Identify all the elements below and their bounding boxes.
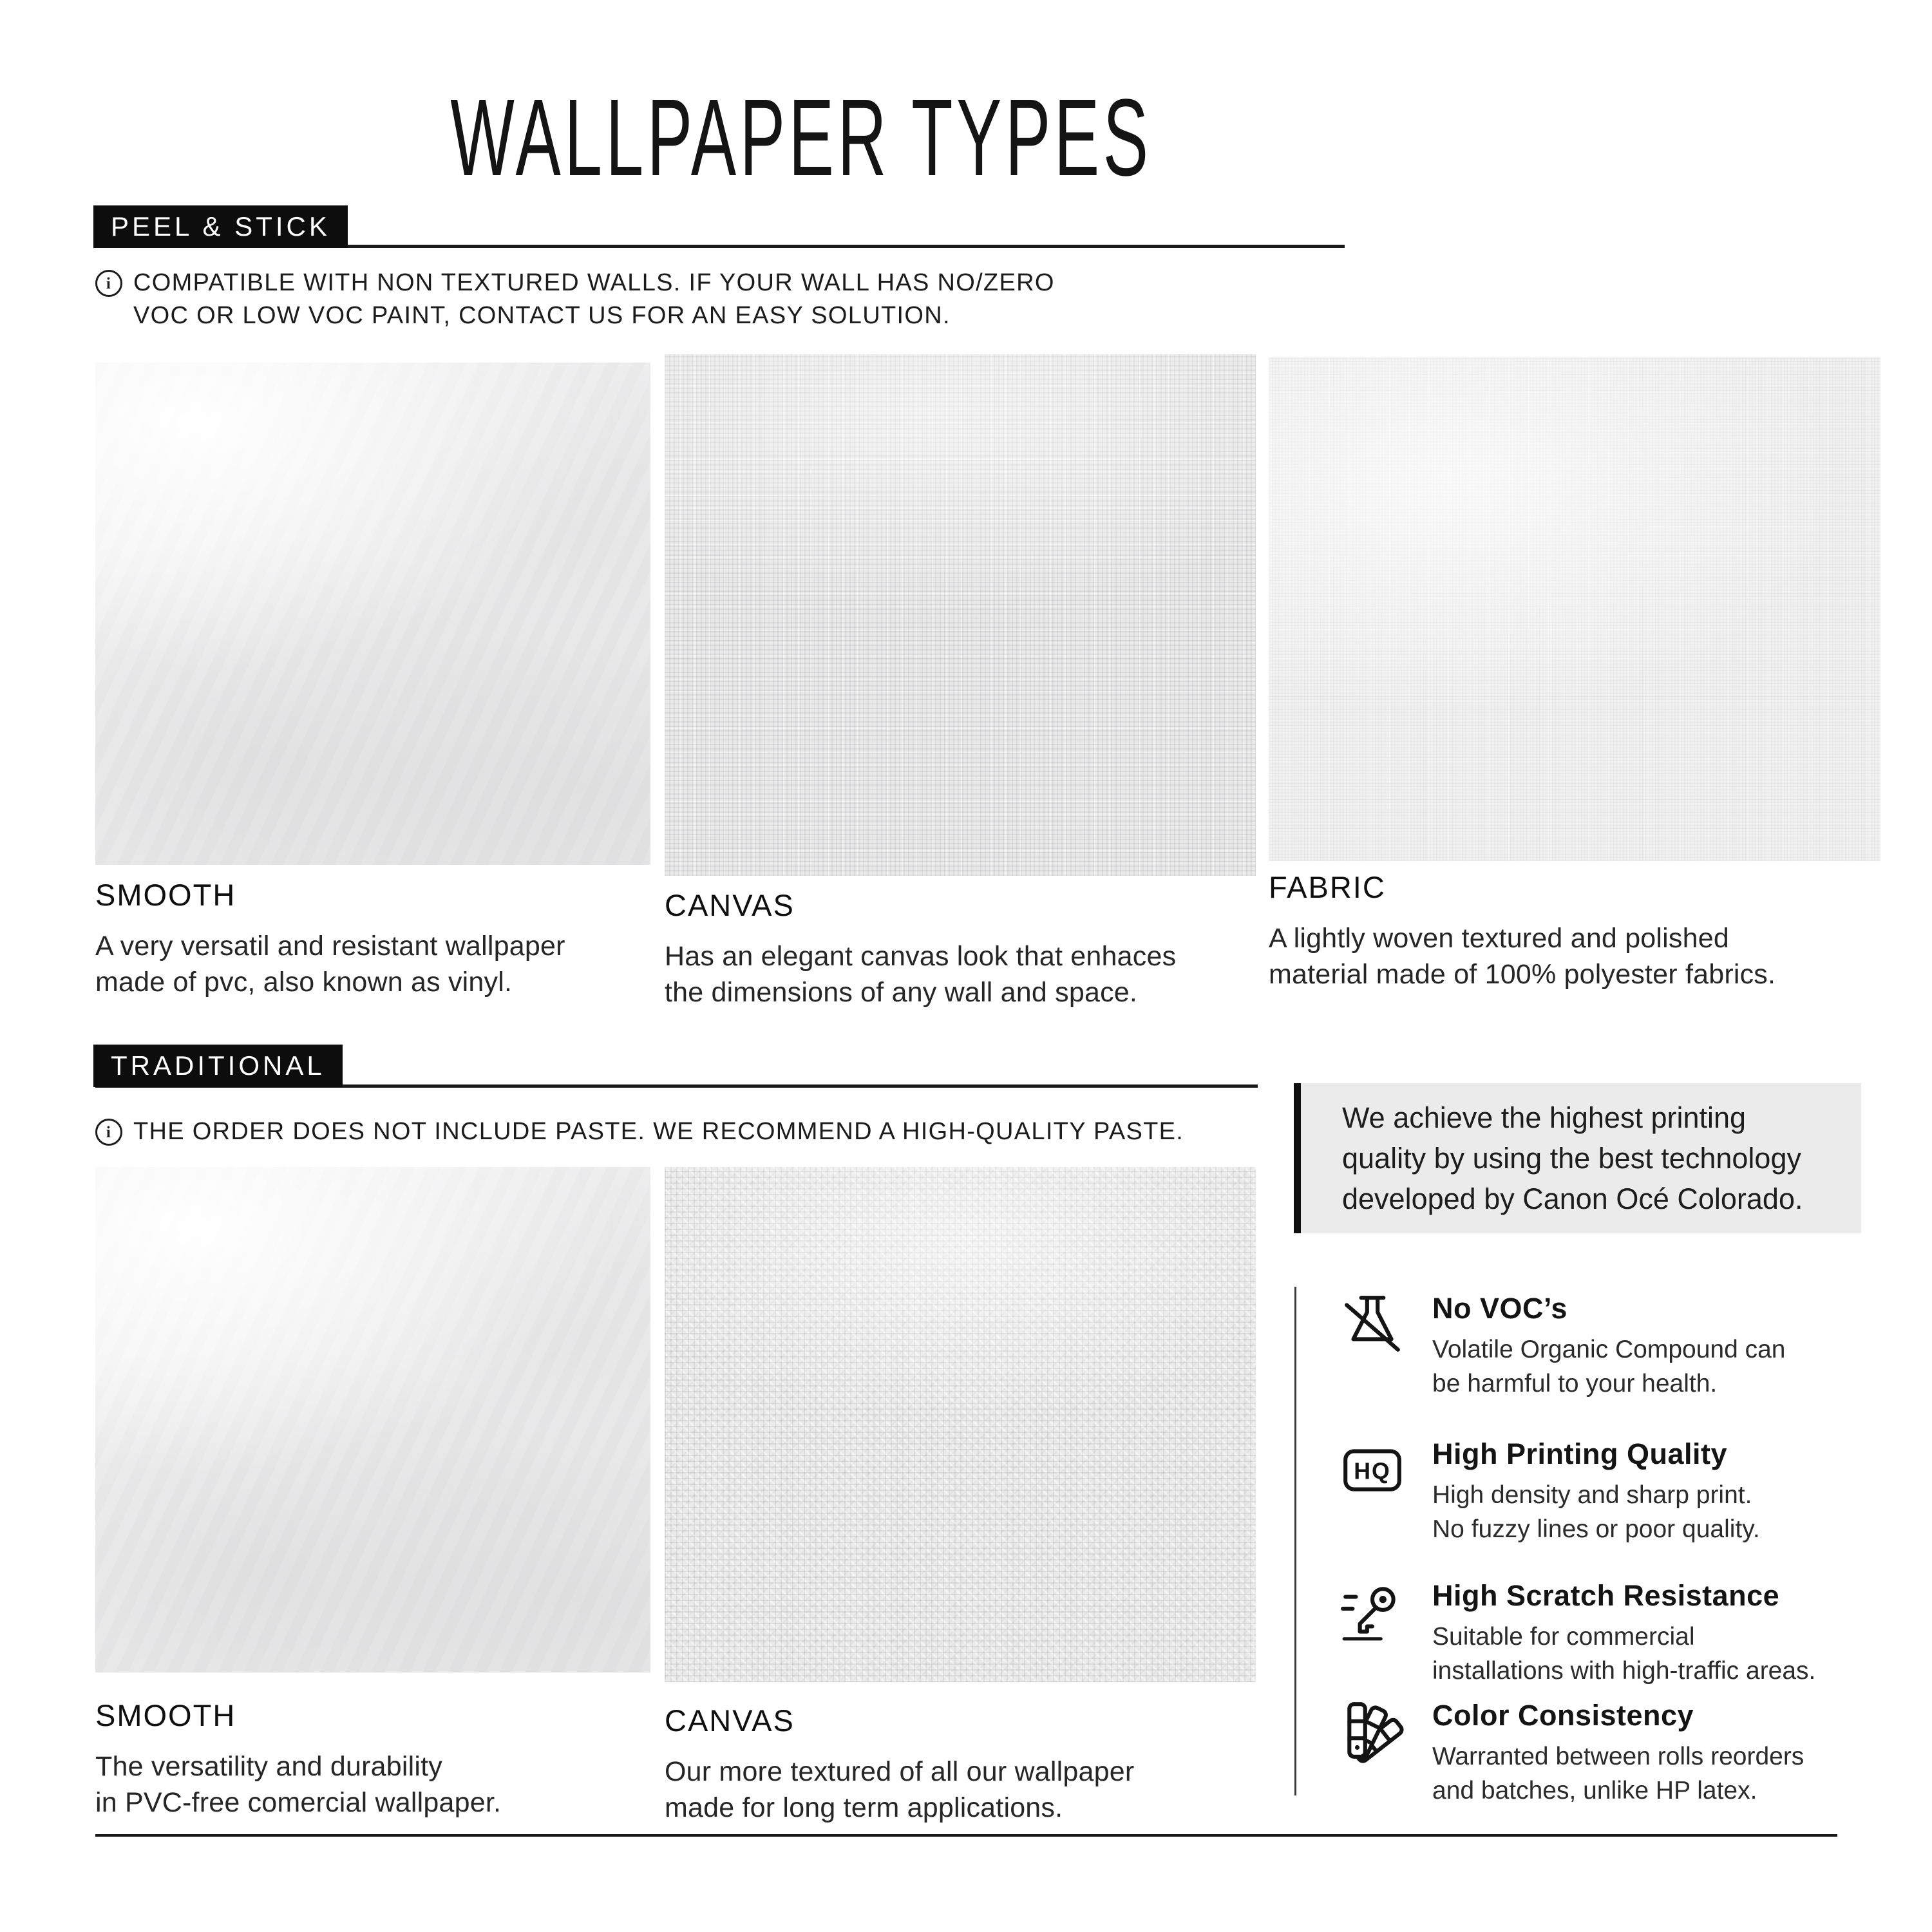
- swatch-description: [95, 1748, 650, 1821]
- quality-panel-line: We achieve the highest printing: [1342, 1101, 1747, 1134]
- swatch-caption-peel-canvas: [665, 887, 1256, 1010]
- swatch-description-line: A lightly woven textured and polished: [1269, 923, 1729, 954]
- footer-divider: [95, 1834, 1837, 1837]
- feature-description-line: No fuzzy lines or poor quality.: [1432, 1515, 1760, 1543]
- traditional-note-text: [133, 1115, 1184, 1148]
- traditional-note: [95, 1115, 1222, 1148]
- swatch-image-peel-canvas: [665, 354, 1256, 876]
- feature-title: High Scratch Resistance: [1432, 1579, 1780, 1612]
- feature-title: High Printing Quality: [1432, 1437, 1727, 1470]
- quality-panel-line: developed by Canon Océ Colorado.: [1342, 1182, 1803, 1215]
- quality-panel: [1301, 1083, 1861, 1233]
- swatch-title: SMOOTH: [95, 1698, 236, 1732]
- swatch-title: CANVAS: [665, 1703, 795, 1738]
- feature-description-line: Volatile Organic Compound can: [1432, 1336, 1786, 1363]
- feature-row-high-printing-quality: [1340, 1437, 1906, 1546]
- feature-description-line: Suitable for commercial: [1432, 1623, 1695, 1651]
- swatch-image-traditional-canvas: [665, 1167, 1256, 1682]
- swatch-title: FABRIC: [1269, 870, 1386, 904]
- note-line: VOC OR LOW VOC PAINT, CONTACT US FOR AN EASY SOLUTION.: [133, 302, 951, 329]
- section-label-peel-stick: PEEL & STICK: [93, 205, 348, 248]
- quality-panel-text: [1301, 1097, 1803, 1219]
- swatch-description: [95, 928, 650, 1000]
- swatch-caption-peel-fabric: [1269, 869, 1880, 992]
- note-line: COMPATIBLE WITH NON TEXTURED WALLS. IF YOUR WALL HAS NO/ZERO: [133, 269, 1055, 296]
- page-title: WALLPAPER TYPES: [450, 77, 1152, 199]
- feature-title: No VOC’s: [1432, 1292, 1567, 1325]
- swatch-description-line: A very versatil and resistant wallpaper: [95, 931, 565, 961]
- swatch-image-peel-fabric: [1269, 357, 1880, 861]
- key-icon: [1340, 1579, 1405, 1645]
- info-icon-glyph: i: [106, 274, 112, 292]
- swatch-description-line: made for long term applications.: [665, 1792, 1063, 1823]
- swatch-description: [665, 938, 1256, 1010]
- swatch-description-line: the dimensions of any wall and space.: [665, 977, 1138, 1008]
- info-icon-glyph: i: [106, 1123, 112, 1141]
- feature-description-line: Warranted between rolls reorders: [1432, 1743, 1804, 1770]
- features-divider-line: [1294, 1287, 1296, 1795]
- feature-description-line: installations with high-traffic areas.: [1432, 1657, 1816, 1685]
- feature-title: Color Consistency: [1432, 1699, 1694, 1732]
- feature-description: [1432, 1478, 1760, 1546]
- hq-badge-text: HQ: [1354, 1458, 1391, 1484]
- swatch-description-line: made of pvc, also known as vinyl.: [95, 967, 513, 998]
- swatch-description-line: material made of 100% polyester fabrics.: [1269, 959, 1776, 990]
- info-icon: [95, 1119, 122, 1146]
- swatch-description: [1269, 920, 1880, 992]
- swatch-image-traditional-smooth: [95, 1167, 650, 1672]
- feature-body: [1432, 1437, 1760, 1546]
- info-icon: [95, 270, 122, 297]
- feature-description: [1432, 1620, 1815, 1688]
- swatch-description-line: in PVC-free comercial wallpaper.: [95, 1787, 502, 1818]
- swatch-description-line: The versatility and durability: [95, 1751, 442, 1782]
- feature-body: [1432, 1579, 1815, 1688]
- feature-description: [1432, 1739, 1804, 1808]
- feature-description-line: be harmful to your health.: [1432, 1370, 1718, 1397]
- feature-body: [1432, 1699, 1804, 1808]
- quality-panel-line: quality by using the best technology: [1342, 1142, 1801, 1175]
- feature-body: [1432, 1292, 1786, 1401]
- quality-panel-accent-bar: [1294, 1083, 1301, 1233]
- feature-description-line: High density and sharp print.: [1432, 1481, 1752, 1509]
- feature-row-no-voc: [1340, 1292, 1906, 1401]
- swatch-description-line: Our more textured of all our wallpaper: [665, 1756, 1135, 1787]
- swatch-image-peel-smooth: [95, 363, 650, 865]
- hq-badge-icon: [1340, 1437, 1405, 1503]
- swatch-caption-traditional-canvas: [665, 1703, 1256, 1826]
- note-line: THE ORDER DOES NOT INCLUDE PASTE. WE RECOMMEND A HIGH-QUALITY PASTE.: [133, 1118, 1184, 1145]
- feature-row-color-consistency: [1340, 1699, 1906, 1808]
- swatch-description-line: Has an elegant canvas look that enhaces: [665, 941, 1177, 972]
- peel-stick-note-text: [133, 267, 1055, 332]
- swatch-caption-peel-smooth: [95, 877, 650, 1000]
- swatch-description: [665, 1754, 1256, 1826]
- feature-description: [1432, 1332, 1786, 1401]
- crossed-flask-icon: [1340, 1292, 1405, 1358]
- swatch-fan-icon: [1340, 1699, 1405, 1765]
- swatch-title: CANVAS: [665, 888, 795, 922]
- swatch-title: SMOOTH: [95, 878, 236, 912]
- peel-stick-note: [95, 267, 1190, 332]
- swatch-caption-traditional-smooth: [95, 1698, 650, 1821]
- section-label-traditional: TRADITIONAL: [93, 1045, 343, 1087]
- feature-description-line: and batches, unlike HP latex.: [1432, 1777, 1757, 1804]
- feature-row-high-scratch-resistance: [1340, 1579, 1906, 1688]
